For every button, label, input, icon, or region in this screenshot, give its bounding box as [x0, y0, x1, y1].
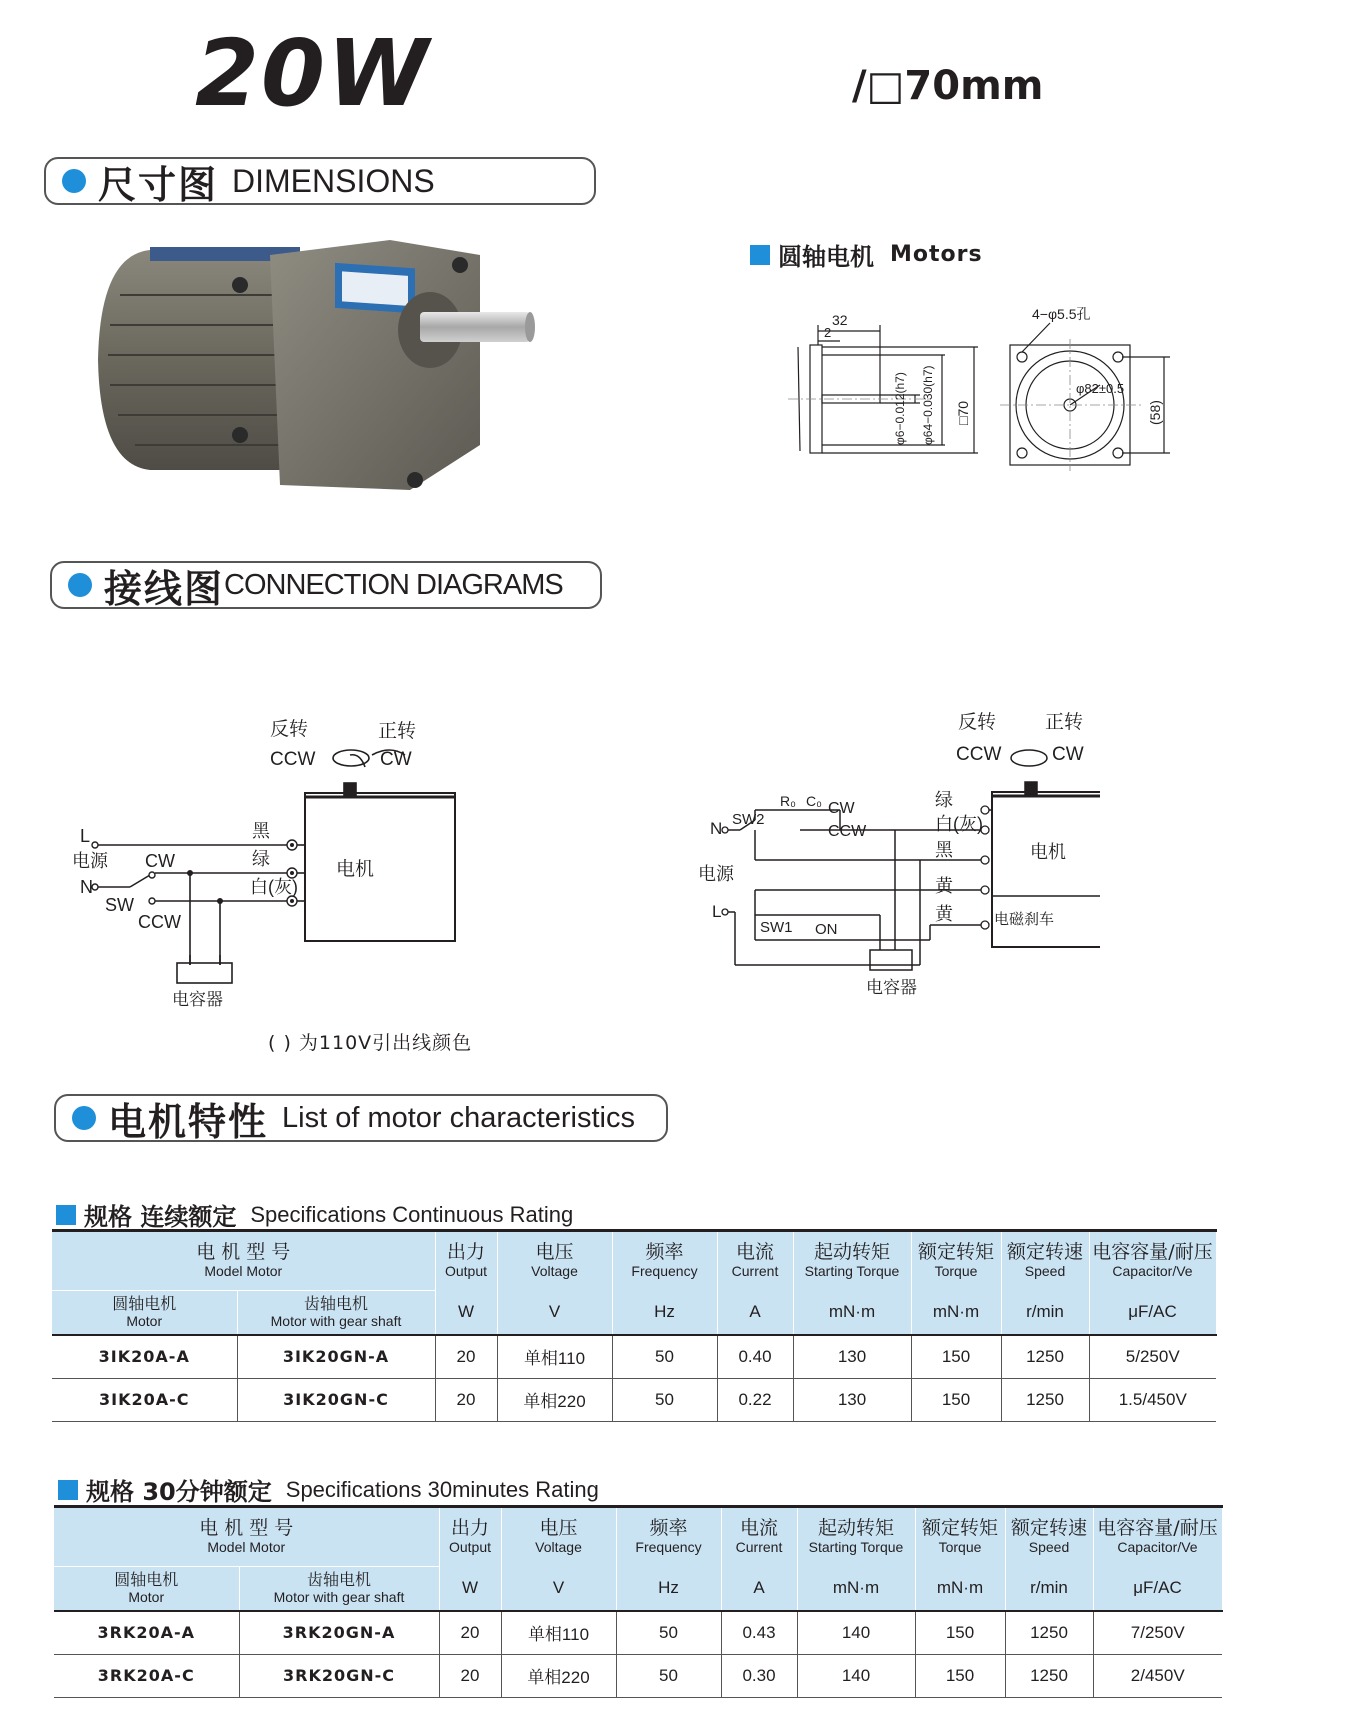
label-reverse: 反转	[958, 712, 997, 733]
cell-voltage: 单相110	[497, 1335, 612, 1379]
cell-current: 0.43	[721, 1611, 797, 1655]
wire-color-note: ( ) 为110V引出线颜色	[268, 1032, 473, 1054]
spec-table-continuous	[52, 1229, 1217, 1422]
header-starting-torque: 起动转矩 Starting Torque	[797, 1507, 915, 1567]
cell-current: 0.40	[717, 1335, 793, 1379]
cell-current: 0.22	[717, 1378, 793, 1421]
unit-voltage: V	[501, 1567, 616, 1611]
unit-starting-torque: mN·m	[797, 1567, 915, 1611]
spec-30min-heading-cn: 规格 30分钟额定	[86, 1478, 272, 1506]
cell-current: 0.30	[721, 1654, 797, 1697]
spec-30min-heading-en: Specifications 30minutes Rating	[285, 1476, 599, 1502]
motor-label: 电机	[1030, 842, 1066, 862]
wire-yellow-1: 黄	[935, 876, 953, 896]
cell-capacitor: 7/250V	[1093, 1611, 1222, 1655]
label-sw-ccw: CCW	[828, 823, 867, 840]
motor-label: 电机	[336, 859, 375, 880]
label-forward: 正转	[378, 721, 417, 742]
dim-pilot-dia: φ64−0.030(h7)	[921, 365, 935, 445]
cell-voltage: 单相220	[497, 1378, 612, 1421]
cell-output: 20	[435, 1378, 497, 1421]
label-N: N	[710, 819, 723, 838]
cell-output: 20	[439, 1611, 501, 1655]
unit-current: A	[717, 1291, 793, 1335]
unit-output: W	[439, 1567, 501, 1611]
label-sw2: SW2	[732, 811, 765, 828]
dim-holes: 4−φ5.5孔	[1032, 306, 1091, 322]
brake-label: 电磁刹车	[994, 911, 1055, 928]
header-voltage: 电压 Voltage	[501, 1507, 616, 1567]
bullet-icon	[68, 573, 92, 597]
motor-photo	[80, 235, 560, 525]
cell-frequency: 50	[612, 1335, 717, 1379]
header-model: 电 机 型 号 Model Motor	[54, 1507, 439, 1567]
label-L: L	[80, 826, 91, 846]
capacitor-label: 电容器	[866, 978, 917, 997]
square-bullet-icon	[58, 1480, 78, 1500]
cell-starting-torque: 140	[797, 1654, 915, 1697]
label-power: 电源	[698, 864, 734, 884]
spec-30min-heading	[58, 1472, 599, 1507]
motors-heading	[750, 237, 983, 272]
cell-gear-model: 3IK20GN-C	[237, 1378, 435, 1421]
wire-black: 黑	[252, 821, 270, 841]
wire-black: 黑	[935, 840, 953, 860]
cell-capacitor: 5/250V	[1089, 1335, 1216, 1379]
cell-gear-model: 3RK20GN-A	[239, 1611, 439, 1655]
dim-32: 32	[832, 312, 848, 328]
wire-green: 绿	[252, 849, 270, 869]
wire-white: 白(灰)	[935, 814, 983, 834]
dim-shaft-dia: φ6−0.012(h7)	[893, 372, 907, 445]
label-sw: SW	[105, 895, 134, 915]
dim-frame: □70	[955, 400, 971, 425]
header-frequency: 频率 Frequency	[616, 1507, 721, 1567]
header-gear-motor: 齿轴电机 Motor with gear shaft	[239, 1567, 439, 1611]
unit-speed: r/min	[1005, 1567, 1093, 1611]
cell-torque: 150	[915, 1611, 1005, 1655]
header-speed: 额定转速 Speed	[1005, 1507, 1093, 1567]
unit-torque: mN·m	[911, 1291, 1001, 1335]
cell-speed: 1250	[1005, 1611, 1093, 1655]
section-title-cn: 接线图	[104, 566, 225, 611]
header-current: 电流 Current	[717, 1231, 793, 1291]
unit-capacitor: μF/AC	[1093, 1567, 1222, 1611]
cell-speed: 1250	[1005, 1654, 1093, 1697]
label-cw: CW	[1052, 744, 1084, 765]
header-model: 电 机 型 号 Model Motor	[52, 1231, 435, 1291]
table-row	[54, 1654, 1222, 1697]
header-motor: 圆轴电机 Motor	[52, 1291, 237, 1335]
capacitor-label: 电容器	[172, 990, 223, 1009]
square-bullet-icon	[750, 245, 770, 265]
label-ccw: CCW	[270, 749, 316, 770]
cell-capacitor: 1.5/450V	[1089, 1378, 1216, 1421]
label-ccw: CCW	[956, 744, 1002, 765]
cell-motor-model: 3IK20A-A	[52, 1335, 237, 1379]
label-r0: R₀	[780, 793, 796, 809]
cell-frequency: 50	[616, 1611, 721, 1655]
cell-capacitor: 2/450V	[1093, 1654, 1222, 1697]
header-frequency: 频率 Frequency	[612, 1231, 717, 1291]
section-title-en: DIMENSIONS	[232, 162, 435, 199]
label-cw: CW	[380, 749, 412, 770]
motors-heading-cn: 圆轴电机	[778, 243, 874, 271]
bullet-icon	[62, 169, 86, 193]
cell-gear-model: 3IK20GN-A	[237, 1335, 435, 1379]
label-sw-ccw: CCW	[138, 912, 181, 932]
cell-frequency: 50	[616, 1654, 721, 1697]
frame-size: /□70mm	[852, 63, 1044, 109]
power-rating: 20W	[195, 20, 431, 127]
section-title-en: List of motor characteristics	[282, 1101, 635, 1134]
dimension-drawing	[770, 295, 1190, 485]
label-on: ON	[815, 921, 838, 938]
table-row	[52, 1378, 1216, 1421]
unit-current: A	[721, 1567, 797, 1611]
header-torque: 额定转矩 Torque	[915, 1507, 1005, 1567]
section-title-en: CONNECTION DIAGRAMS	[224, 568, 563, 601]
header-output: 出力 Output	[435, 1231, 497, 1291]
cell-gear-model: 3RK20GN-C	[239, 1654, 439, 1697]
spec-continuous-heading-cn: 规格 连续额定	[84, 1203, 237, 1231]
cell-motor-model: 3IK20A-C	[52, 1378, 237, 1421]
cell-frequency: 50	[612, 1378, 717, 1421]
label-sw-cw: CW	[145, 851, 175, 871]
label-N: N	[80, 877, 93, 897]
cell-torque: 150	[915, 1654, 1005, 1697]
table-row	[54, 1611, 1222, 1655]
label-c0: C₀	[806, 793, 822, 809]
header-capacitor: 电容容量/耐压 Capacitor/Ve	[1093, 1507, 1222, 1567]
spec-table-30min	[54, 1505, 1223, 1698]
spec-continuous-heading-en: Specifications Continuous Rating	[250, 1201, 574, 1227]
wire-yellow-2: 黄	[935, 904, 953, 924]
cell-torque: 150	[911, 1335, 1001, 1379]
section-title-cn: 电机特性	[108, 1099, 269, 1144]
label-reverse: 反转	[270, 719, 309, 740]
label-sw1: SW1	[760, 919, 793, 936]
wiring-diagram-brake	[680, 710, 1100, 1010]
cell-speed: 1250	[1001, 1335, 1089, 1379]
cell-voltage: 单相110	[501, 1611, 616, 1655]
unit-speed: r/min	[1001, 1291, 1089, 1335]
header-gear-motor: 齿轴电机 Motor with gear shaft	[237, 1291, 435, 1335]
cell-motor-model: 3RK20A-A	[54, 1611, 239, 1655]
cell-starting-torque: 130	[793, 1378, 911, 1421]
label-forward: 正转	[1045, 712, 1084, 733]
cell-speed: 1250	[1001, 1378, 1089, 1421]
label-sw-cw: CW	[828, 800, 855, 817]
wiring-diagram-standard	[60, 715, 520, 1010]
header-output: 出力 Output	[439, 1507, 501, 1567]
header-starting-torque: 起动转矩 Starting Torque	[793, 1231, 911, 1291]
section-connection-header	[50, 561, 602, 609]
cell-output: 20	[439, 1654, 501, 1697]
header-capacitor: 电容容量/耐压 Capacitor/Ve	[1089, 1231, 1216, 1291]
unit-frequency: Hz	[616, 1567, 721, 1611]
spec-continuous-heading	[56, 1197, 573, 1232]
header-motor: 圆轴电机 Motor	[54, 1567, 239, 1611]
dim-pcd: φ82±0.5	[1076, 381, 1125, 396]
unit-torque: mN·m	[915, 1567, 1005, 1611]
header-torque: 额定转矩 Torque	[911, 1231, 1001, 1291]
label-power: 电源	[72, 851, 108, 871]
unit-frequency: Hz	[612, 1291, 717, 1335]
motors-heading-en: Motors	[890, 242, 983, 267]
unit-voltage: V	[497, 1291, 612, 1335]
cell-motor-model: 3RK20A-C	[54, 1654, 239, 1697]
header-speed: 额定转速 Speed	[1001, 1231, 1089, 1291]
square-bullet-icon	[56, 1205, 76, 1225]
cell-output: 20	[435, 1335, 497, 1379]
dim-58: (58)	[1147, 400, 1163, 425]
cell-starting-torque: 130	[793, 1335, 911, 1379]
unit-capacitor: μF/AC	[1089, 1291, 1216, 1335]
unit-starting-torque: mN·m	[793, 1291, 911, 1335]
section-characteristics-header	[54, 1094, 668, 1142]
section-title-cn: 尺寸图	[98, 162, 219, 207]
cell-torque: 150	[911, 1378, 1001, 1421]
header-voltage: 电压 Voltage	[497, 1231, 612, 1291]
label-L: L	[712, 902, 722, 921]
table-row	[52, 1335, 1216, 1379]
wire-green: 绿	[935, 790, 953, 810]
section-dimensions-header	[44, 157, 596, 205]
wire-white: 白(灰)	[250, 877, 298, 897]
header-current: 电流 Current	[721, 1507, 797, 1567]
cell-starting-torque: 140	[797, 1611, 915, 1655]
bullet-icon	[72, 1106, 96, 1130]
cell-voltage: 单相220	[501, 1654, 616, 1697]
dim-2: 2	[824, 325, 832, 340]
unit-output: W	[435, 1291, 497, 1335]
